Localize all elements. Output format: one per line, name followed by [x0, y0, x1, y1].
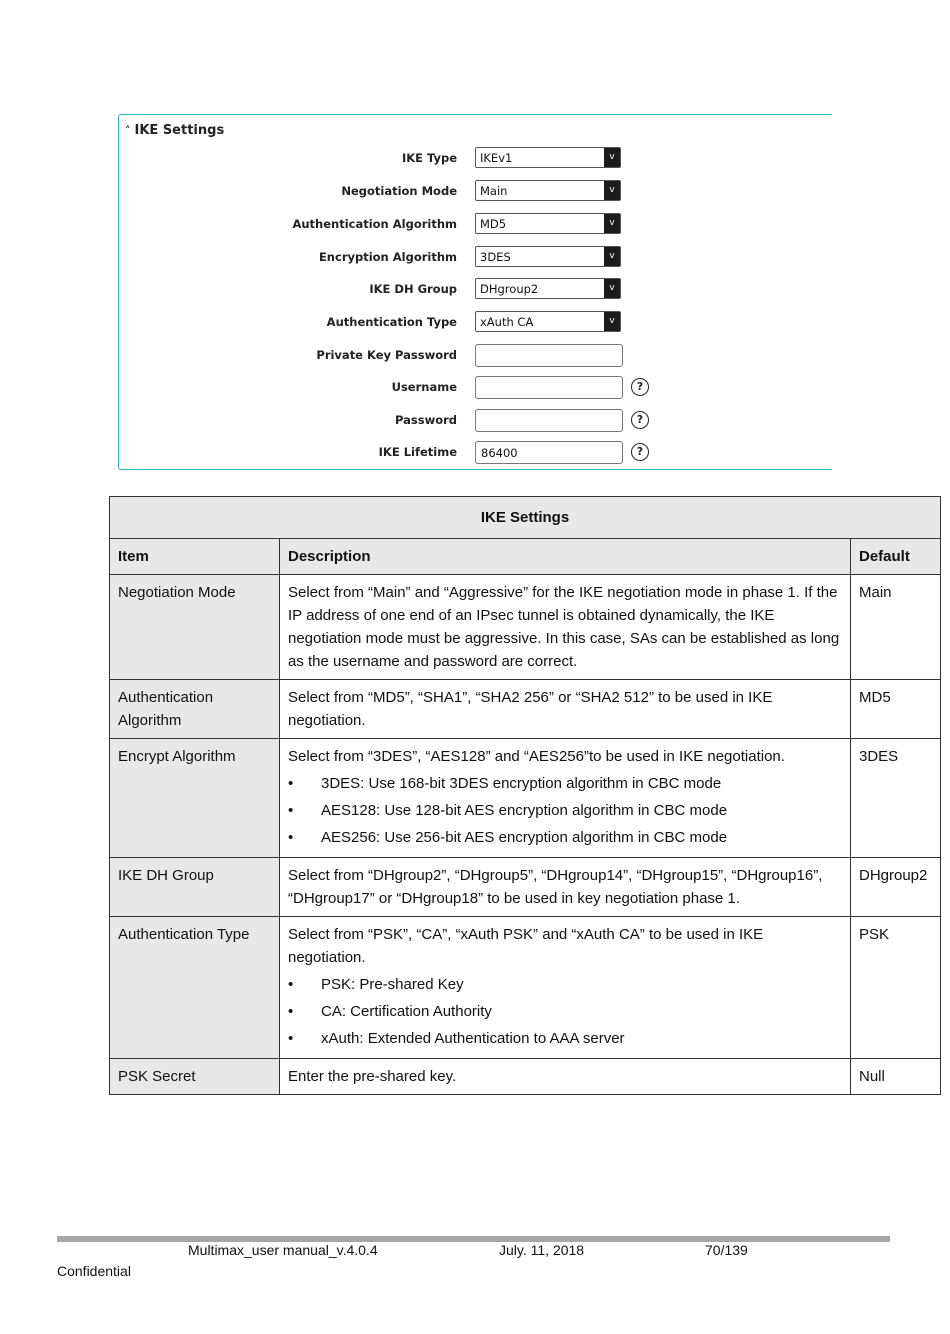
ike-settings-table	[109, 496, 941, 1095]
authentication-algorithm-select[interactable]	[475, 213, 621, 234]
footer-page-number: 70/139	[705, 1242, 748, 1258]
chevron-down-icon[interactable]: v	[604, 279, 620, 298]
help-icon[interactable]: ?	[631, 411, 649, 429]
field-row-authentication-algorithm	[119, 213, 833, 237]
chevron-down-icon[interactable]: v	[604, 181, 620, 200]
field-row-ike-lifetime	[119, 441, 833, 465]
row-item: Encrypt Algorithm	[110, 739, 280, 858]
field-row-ike-dh-group	[119, 278, 833, 302]
field-row-password	[119, 409, 833, 433]
table-row	[110, 858, 941, 917]
field-row-ike-type	[119, 147, 833, 171]
ike-dh-group-select-value: DHgroup2	[480, 282, 539, 296]
description-text: Select from “MD5”, “SHA1”, “SHA2 256” or “SHA2 512” to be used in IKE negotiation.	[288, 689, 773, 729]
chevron-up-icon[interactable]: ˄	[125, 124, 131, 137]
column-header-default: Default	[851, 539, 941, 575]
footer-divider	[57, 1236, 890, 1242]
help-icon[interactable]: ?	[631, 378, 649, 396]
bullet-list	[288, 770, 842, 851]
ike-lifetime-input[interactable]: 86400	[475, 441, 623, 464]
username-input[interactable]	[475, 376, 623, 399]
ike-type-label: IKE Type	[401, 151, 457, 165]
chevron-down-icon[interactable]: v	[604, 312, 620, 331]
private-key-password-input[interactable]	[475, 344, 623, 367]
encryption-algorithm-select-value: 3DES	[480, 250, 511, 264]
row-description	[280, 858, 851, 917]
row-description	[280, 739, 851, 858]
ike-type-select-value: IKEv1	[480, 151, 513, 165]
row-item: PSK Secret	[110, 1059, 280, 1095]
bullet-list	[288, 971, 842, 1052]
row-description	[280, 680, 851, 739]
panel-title: IKE Settings	[134, 123, 225, 138]
authentication-algorithm-select-value: MD5	[480, 217, 507, 231]
row-default: PSK	[851, 917, 941, 1059]
bullet-item: • xAuth: Extended Authentication to AAA server	[288, 1025, 842, 1052]
negotiation-mode-select[interactable]	[475, 180, 621, 201]
private-key-password-label: Private Key Password	[316, 348, 457, 362]
row-item: Negotiation Mode	[110, 575, 280, 680]
description-text: Select from “PSK”, “CA”, “xAuth PSK” and “xAuth CA” to be used in IKE negotiation.	[288, 926, 764, 966]
row-item: Authentication Algorithm	[110, 680, 280, 739]
field-row-private-key-password	[119, 344, 833, 368]
chevron-down-icon[interactable]: v	[604, 247, 620, 266]
footer-doc-name: Multimax_user manual_v.4.0.4	[188, 1242, 378, 1258]
username-label: Username	[391, 380, 457, 394]
password-label: Password	[395, 413, 457, 427]
column-header-item: Item	[110, 539, 280, 575]
authentication-type-label: Authentication Type	[326, 315, 457, 329]
ike-lifetime-label: IKE Lifetime	[378, 445, 457, 459]
description-text: Select from “Main” and “Aggressive” for the IKE negotiation mode in phase 1. If the IP address of one end of an IPsec tunnel is obtained dynamically, the IKE negotiation mode must be aggressive. In this case, SAs can be established as long as the username and password are correct.	[288, 584, 840, 670]
chevron-down-icon[interactable]: v	[604, 148, 620, 167]
row-description	[280, 1059, 851, 1095]
table-caption: IKE Settings	[110, 497, 941, 539]
row-default: Null	[851, 1059, 941, 1095]
bullet-item: • AES256: Use 256-bit AES encryption algorithm in CBC mode	[288, 824, 842, 851]
authentication-algorithm-label: Authentication Algorithm	[292, 217, 457, 231]
table-row	[110, 680, 941, 739]
description-text: Select from “DHgroup2”, “DHgroup5”, “DHgroup14”, “DHgroup15”, “DHgroup16”, “DHgroup17” or “DHgroup18” to be used in key negotiation phase 1.	[288, 867, 823, 907]
row-description	[280, 917, 851, 1059]
footer-date: July. 11, 2018	[499, 1242, 585, 1258]
field-row-encryption-algorithm	[119, 246, 833, 270]
bullet-item: • 3DES: Use 168-bit 3DES encryption algorithm in CBC mode	[288, 770, 842, 797]
row-description	[280, 575, 851, 680]
encryption-algorithm-select[interactable]	[475, 246, 621, 267]
negotiation-mode-select-value: Main	[480, 184, 508, 198]
row-default: 3DES	[851, 739, 941, 858]
ike-dh-group-select[interactable]	[475, 278, 621, 299]
table-row	[110, 739, 941, 858]
description-text: Select from “3DES”, “AES128” and “AES256”to be used in IKE negotiation.	[288, 748, 785, 765]
field-row-authentication-type	[119, 311, 833, 335]
row-item: IKE DH Group	[110, 858, 280, 917]
table-row	[110, 1059, 941, 1095]
bullet-item: • AES128: Use 128-bit AES encryption algorithm in CBC mode	[288, 797, 842, 824]
row-default: MD5	[851, 680, 941, 739]
ike-dh-group-label: IKE DH Group	[369, 282, 457, 296]
ike-type-select[interactable]	[475, 147, 621, 168]
footer-confidential: Confidential	[57, 1263, 131, 1279]
field-row-negotiation-mode	[119, 180, 833, 204]
negotiation-mode-label: Negotiation Mode	[341, 184, 457, 198]
table-row	[110, 575, 941, 680]
column-header-description: Description	[280, 539, 851, 575]
row-default: DHgroup2	[851, 858, 941, 917]
chevron-down-icon[interactable]: v	[604, 214, 620, 233]
bullet-item: • CA: Certification Authority	[288, 998, 842, 1025]
authentication-type-select-value: xAuth CA	[480, 315, 534, 329]
encryption-algorithm-label: Encryption Algorithm	[318, 250, 457, 264]
table-row	[110, 917, 941, 1059]
description-text: Enter the pre-shared key.	[288, 1068, 457, 1085]
bullet-item: • PSK: Pre-shared Key	[288, 971, 842, 998]
row-default: Main	[851, 575, 941, 680]
help-icon[interactable]: ?	[631, 443, 649, 461]
ike-settings-panel	[118, 114, 832, 470]
authentication-type-select[interactable]	[475, 311, 621, 332]
panel-header[interactable]	[125, 123, 224, 138]
password-input[interactable]	[475, 409, 623, 432]
field-row-username	[119, 376, 833, 400]
row-item: Authentication Type	[110, 917, 280, 1059]
